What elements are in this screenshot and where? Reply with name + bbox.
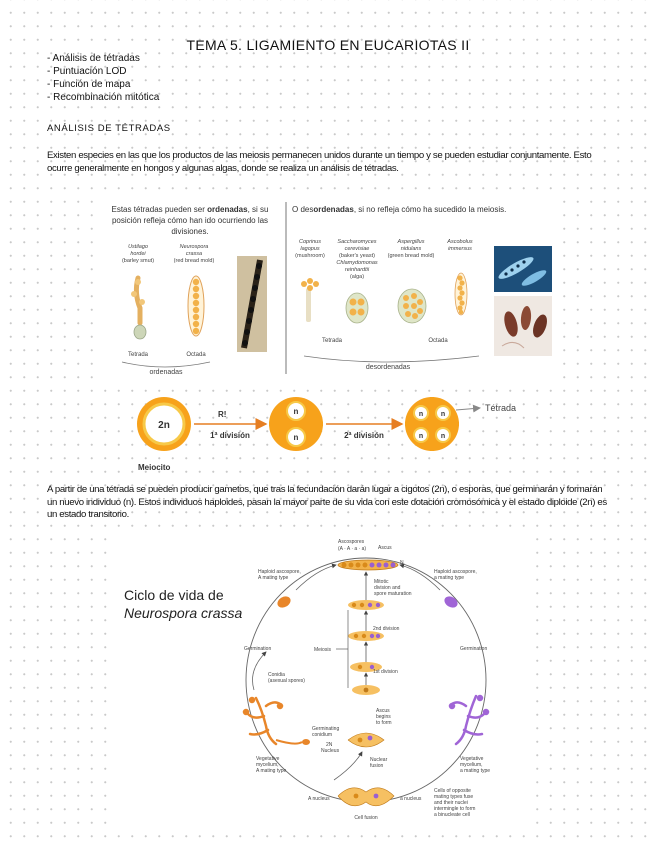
label-ascus: Ascus xyxy=(378,545,392,551)
label-nuclear-fusion-2: fusion xyxy=(370,763,384,769)
label-2nd-division: 2nd division xyxy=(373,626,400,632)
topic-list xyxy=(47,52,159,104)
label-haploid-A-2: A mating type xyxy=(258,575,289,581)
ascobolus-octad xyxy=(455,273,467,315)
label-opposite-types-5: a binucleate cell xyxy=(434,812,470,818)
label-vegetative-a: Vegetative xyxy=(460,756,484,762)
spores-paragraph: A partir de una tétrada se pueden producir gametos, que tras la fecundación darán lugar a cigotos (2n), o esporas, que germinarán y formarán un nuevo individuo (n). Estos individuos haploides, pasan la mayor parte de su vida con este dotación cromosómica y el estado diploide (2n) es un estado transitorio. xyxy=(47,484,607,520)
label-tetrada: Tétrada xyxy=(485,403,517,413)
org-name: Chlamydomonas xyxy=(336,260,378,266)
org-name: immersus xyxy=(448,246,472,252)
label-1st-division: 1st division xyxy=(373,669,398,675)
label-ordenadas: ordenadas xyxy=(149,369,183,376)
neurospora-life-cycle xyxy=(116,530,536,830)
topic-item: - Puntuación LOD xyxy=(47,66,127,77)
org-name: cerevisiae xyxy=(344,246,370,252)
meiosis-diagram xyxy=(130,394,540,474)
top-ascus xyxy=(338,560,398,570)
label-2n: 2N xyxy=(326,742,333,748)
topic-item: - Análisis de tétradas xyxy=(47,53,140,64)
label-mitotic-3: spore maturation xyxy=(374,591,412,597)
label-opposite-types: Cells of opposite xyxy=(434,788,471,794)
org-name: Ascobolus xyxy=(447,239,473,245)
yeast-tetrad xyxy=(346,293,368,323)
label-tetrada-unordered: Tetrada xyxy=(321,338,343,344)
unordered-caption: O desordenadas, si no refleja cómo ha sucedido la meiosis. xyxy=(292,205,507,214)
ascus-micrograph xyxy=(237,256,267,352)
org-name: reinhardtii xyxy=(344,267,370,273)
label-germinating-conidium-2: conidium xyxy=(312,732,333,738)
label-ascospores-sub: (A · A · a · a) xyxy=(338,546,367,552)
ascus-stage xyxy=(348,631,384,641)
label-n: n xyxy=(440,433,446,440)
ordered-caption: Estas tétradas pueden ser ordenadas, si su xyxy=(111,205,269,214)
label-tetrada: Tetrada xyxy=(127,352,149,358)
label-ri: R! xyxy=(218,410,227,419)
org-common-name: (baker's yeast) xyxy=(339,253,375,259)
label-octada: Octada xyxy=(186,352,206,358)
tetrad-cell xyxy=(405,397,459,451)
label-ascus-begins-2: begins xyxy=(376,714,391,720)
label-opposite-types-2: mating types fuse xyxy=(434,794,474,800)
label-vegetative-a-3: a mating type xyxy=(460,768,491,774)
ascus-stage xyxy=(352,685,380,695)
label-germinating-conidium: Germinating xyxy=(312,726,340,732)
label-ascus-begins-3: to form xyxy=(376,720,392,726)
label-nuclear-fusion: Nuclear xyxy=(370,757,388,763)
label-mitotic-2: division and xyxy=(374,585,401,591)
label-n: n xyxy=(418,411,424,418)
label-germination-right: Germination xyxy=(460,646,488,652)
label-octada-unordered: Octada xyxy=(428,338,448,344)
brown-micrograph xyxy=(494,296,552,356)
org-common-name: (green bread mold) xyxy=(387,253,435,259)
ordered-caption-line3: divisiones. xyxy=(171,227,209,236)
cycle-title: Ciclo de vida de xyxy=(124,587,224,603)
label-ascus-begins: Ascus xyxy=(376,708,390,714)
cycle-title-species: Neurospora crassa xyxy=(124,605,243,621)
label-haploid-A: Haploid ascospore, xyxy=(258,569,301,575)
label-opposite-types-3: and their nuclei xyxy=(434,800,468,806)
label-nucleus: Nucleus xyxy=(321,748,340,754)
dyad-cell xyxy=(269,397,323,451)
label-division-1: 1ª división xyxy=(210,431,250,440)
org-name: crassa xyxy=(185,251,203,257)
ascus-stage xyxy=(348,600,384,610)
topic-item: - Función de mapa xyxy=(47,79,131,90)
label-haploid-a: Haploid ascospore, xyxy=(434,569,477,575)
tetrad-types-figure xyxy=(94,198,560,380)
org-common-name: (alga) xyxy=(349,274,365,280)
org-name: lagopus xyxy=(300,246,320,252)
label-a-nucleus: a nucleus xyxy=(400,796,422,802)
label-meiocito: Meiocito xyxy=(138,463,171,472)
label-division-2: 2ª división xyxy=(344,431,384,440)
label-n: n xyxy=(293,433,299,442)
org-common-name: (mushroom) xyxy=(295,253,325,259)
label-germination-left: Germination xyxy=(244,646,272,652)
org-name: nidulans xyxy=(400,246,422,252)
meiocyte-cell xyxy=(137,397,191,451)
aspergillus-octad xyxy=(398,289,426,323)
ordered-caption-line2: posición refleja cómo han ido ocurriendo las xyxy=(111,216,269,225)
label-A-nucleus: A nucleus xyxy=(308,796,330,802)
label-n: n xyxy=(440,411,446,418)
org-name: hordei xyxy=(130,251,146,257)
label-vegetative-A-2: mycelium, xyxy=(256,762,279,768)
blue-micrograph xyxy=(494,246,552,292)
org-name: Coprinus xyxy=(298,239,322,245)
label-desordenadas: desordenadas xyxy=(365,364,411,371)
label-vegetative-A: Vegetative xyxy=(256,756,280,762)
label-n: n xyxy=(293,407,299,416)
label-vegetative-a-2: mycelium, xyxy=(460,762,483,768)
label-n: n xyxy=(418,433,424,440)
label-conidia: Conidia xyxy=(268,672,285,678)
org-name: Ustilago xyxy=(128,244,148,250)
label-opposite-types-4: intermingle to form xyxy=(434,806,476,812)
intro-paragraph: Existen especies en las que los productos de las meiosis permanecen unidos durante un tiempo y se pueden estudiar conjuntamente. Esto ocurre generalmente en hongos y algunas algas, donde se realiza un análisis de tétradas. xyxy=(47,150,592,174)
label-haploid-a-2: a mating type xyxy=(434,575,465,581)
label-mitotic: Mitotic xyxy=(374,579,389,585)
arrow xyxy=(456,408,480,410)
label-2n: 2n xyxy=(158,420,170,431)
org-name: Neurospora xyxy=(179,244,209,250)
org-common-name: (red bread mold) xyxy=(173,258,215,264)
page-title: TEMA 5. LIGAMIENTO EN EUCARIOTAS II xyxy=(186,37,470,53)
topic-item: - Recombinación mitótica xyxy=(47,92,160,103)
section-heading: ANÁLISIS DE TÉTRADAS xyxy=(47,123,171,134)
label-conidia-2: (asexual spores) xyxy=(268,678,305,684)
label-n: N xyxy=(400,560,404,566)
label-ascospores: Ascospores xyxy=(338,539,365,545)
label-vegetative-A-3: A mating type xyxy=(256,768,287,774)
conidium xyxy=(302,739,310,745)
org-name: Aspergillus xyxy=(397,239,425,245)
org-common-name: (barley smut) xyxy=(121,258,155,264)
label-cell-fusion: Cell fusion xyxy=(354,815,378,821)
label-meiosis: Meiosis xyxy=(314,647,331,653)
neurospora-octad xyxy=(188,276,204,336)
org-name: Saccharomyces xyxy=(337,239,377,245)
